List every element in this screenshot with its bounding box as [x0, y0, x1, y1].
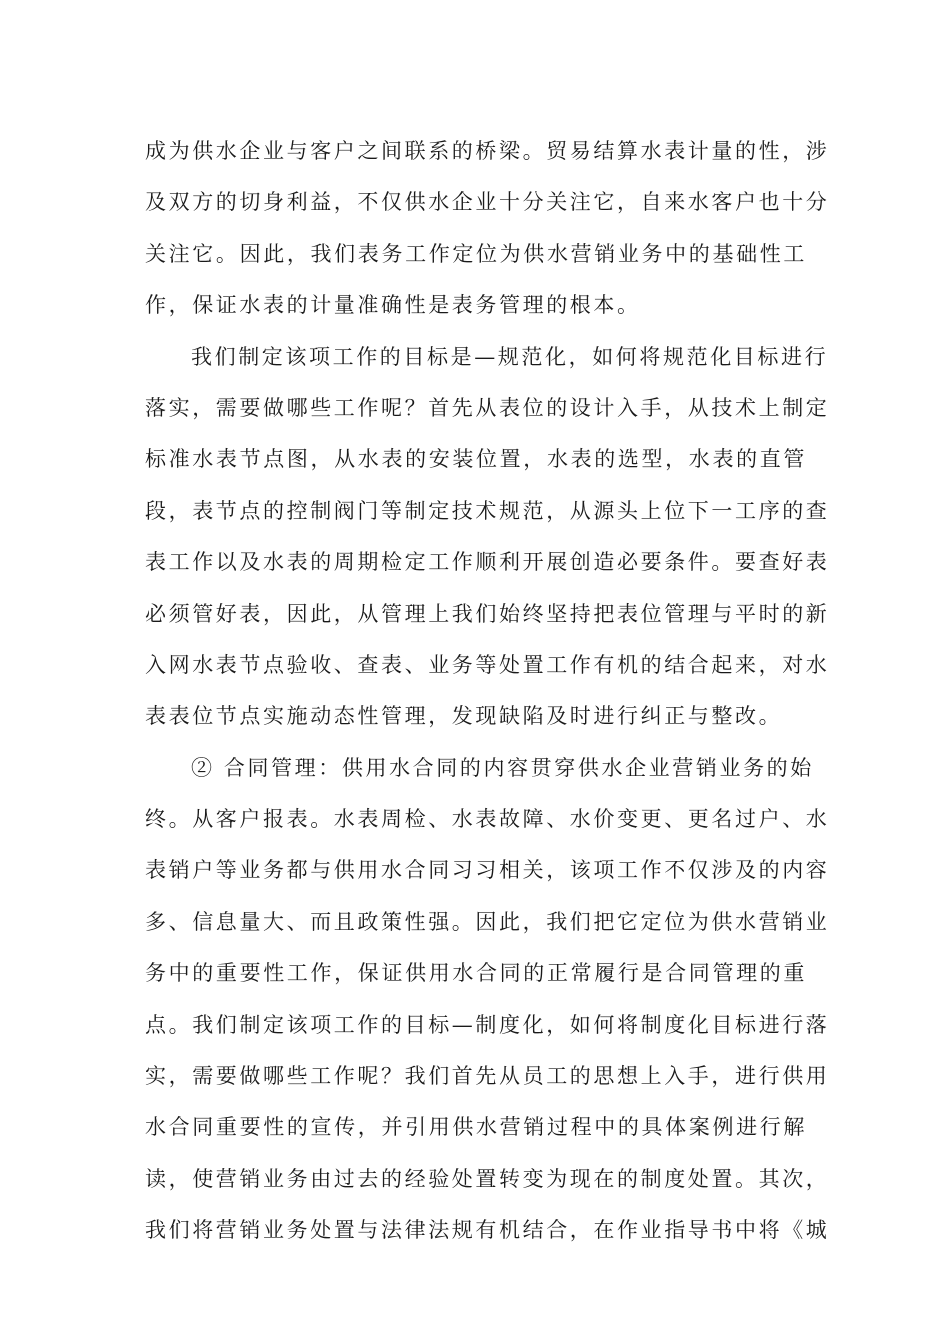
- text-line: 及双方的切身利益，不仅供水企业十分关注它，自来水客户也十分: [145, 190, 830, 215]
- text-line: 落实，需要做哪些工作呢？首先从表位的设计入手，从技术上制定: [145, 395, 830, 420]
- text-line: 实，需要做哪些工作呢？我们首先从员工的思想上入手，进行供用: [145, 1064, 830, 1089]
- text-line: 我们制定该项工作的目标是—规范化，如何将规范化目标进行: [191, 344, 829, 369]
- text-line: 入网水表节点验收、查表、业务等处置工作有机的结合起来，对水: [145, 652, 830, 677]
- text-line: 读，使营销业务由过去的经验处置转变为现在的制度处置。其次，: [145, 1166, 830, 1191]
- text-line: 我们将营销业务处置与法律法规有机结合，在作业指导书中将《城: [145, 1218, 830, 1243]
- text-line: 关注它。因此，我们表务工作定位为供水营销业务中的基础性工: [145, 241, 807, 266]
- text-line: 多、信息量大、而且政策性强。因此，我们把它定位为供水营销业: [145, 909, 830, 934]
- text-line: 点。我们制定该项工作的目标—制度化，如何将制度化目标进行落: [145, 1012, 830, 1037]
- text-line: 终。从客户报表。水表周检、水表故障、水价变更、更名过户、水: [145, 807, 830, 832]
- text-line: 必须管好表，因此，从管理上我们始终坚持把表位管理与平时的新: [145, 601, 830, 626]
- text-line: 标准水表节点图，从水表的安装位置，水表的选型，水表的直管: [145, 447, 807, 472]
- text-line: 水合同重要性的宣传，并引用供水营销过程中的具体案例进行解: [145, 1115, 807, 1140]
- text-line: ② 合同管理：供用水合同的内容贯穿供水企业营销业务的始: [191, 755, 814, 780]
- body-text: [145, 126, 830, 1257]
- text-line: 表工作以及水表的周期检定工作顺利开展创造必要条件。要查好表: [145, 550, 830, 575]
- text-line: 表销户等业务都与供用水合同习习相关，该项工作不仅涉及的内容: [145, 858, 830, 883]
- text-line: 表表位节点实施动态性管理，发现缺陷及时进行纠正与整改。: [145, 704, 783, 729]
- text-line: 段，表节点的控制阀门等制定技术规范，从源头上位下一工序的查: [145, 498, 830, 523]
- text-line: 作，保证水表的计量准确性是表务管理的根本。: [145, 293, 641, 318]
- text-line: 成为供水企业与客户之间联系的桥梁。贸易结算水表计量的性，涉: [145, 139, 830, 163]
- text-line: 务中的重要性工作，保证供用水合同的正常履行是合同管理的重: [145, 961, 807, 986]
